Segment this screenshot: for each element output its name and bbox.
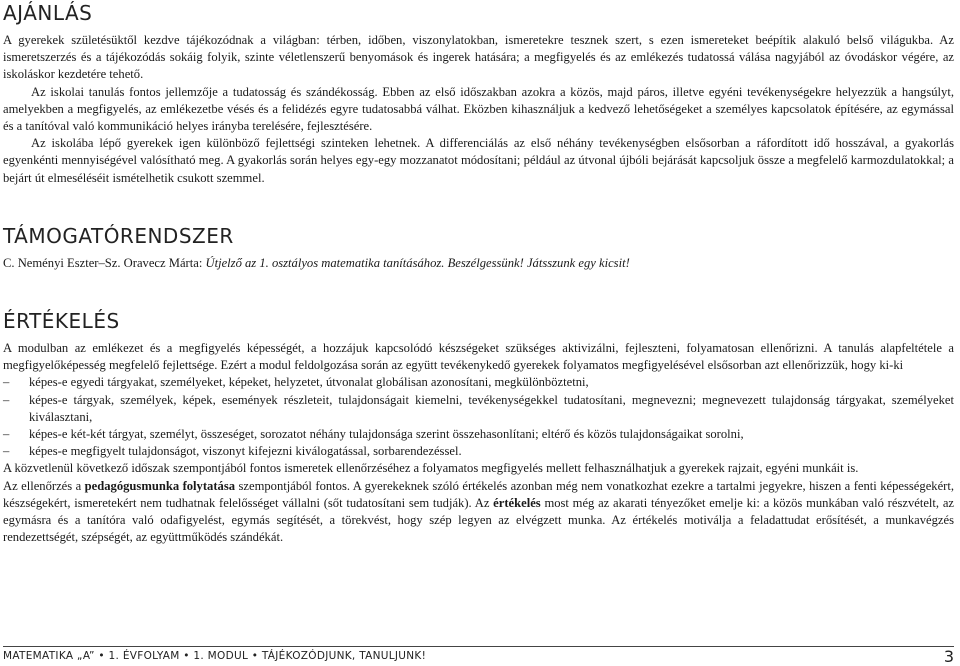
ertekeles-paragraph-2: A közvetlenül következő időszak szempontjából fontos ismeretek ellenőrzéséhez a folyamatos megfigyelés mellett felhasználhatjuk a gyerekek rajzait, egyéni munkáit is.: [3, 461, 859, 476]
ertekeles-paragraph-3: [3, 478, 954, 547]
page-footer: [3, 646, 954, 666]
ertekeles-p3-part-a: Az ellenőrzés a: [3, 478, 85, 493]
reference-title: Útjelző az 1. osztályos matematika tanításához. Beszélgessünk! Játsszunk egy kicsit!: [205, 255, 630, 270]
list-item: – képes-e megfigyelt tulajdonságot, viszonyt kifejezni kiválogatással, sorbarendezéssel.: [3, 443, 954, 460]
ertekeles-p3-part-b: szempontjából fontos. A gyerekeknek szóló értékelés azonban még nem vonatkozhat ezekre a tartalmi jegyekre, hiszen a fenti képességekért, készségekért, ismeretekért nem tudhatnak felelősséget vállalni (sőt tudatosítani sem tudják). Az: [3, 478, 955, 510]
footer-divider: [3, 646, 954, 647]
section-heading-ertekeles: ÉRTÉKELÉS: [3, 309, 120, 334]
section-heading-ajanlas: AJÁNLÁS: [3, 1, 93, 25]
list-item: – képes-e egyedi tárgyakat, személyeket, képeket, helyzetet, útvonalat globálisan azonosítani, megkülönböztetni,: [3, 374, 954, 391]
ertekeles-paragraph-1: A modulban az emlékezet és a megfigyelés képességét, a hozzájuk kapcsolódó készségeket szükséges aktivizálni, fejleszteni, folyamatosan ellenőrizni. A tanulás alapfeltétele a megfigyelőképesség megfelelő fejlettsége. Ezért a modul feldolgozása során az együtt tevékenykedő gyerekek folyamatos megfigyelésével elsősorban azt ellenőrizzük, hogy ki-ki: [3, 341, 954, 373]
ertekeles-p3-bold-pedagogusmunka: pedagógusmunka folytatása: [84, 478, 236, 493]
ertekeles-p3-bold-ertekeles: értékelés: [493, 495, 541, 510]
footer-running-title: MATEMATIKA „A” • 1. ÉVFOLYAM • 1. MODUL • TÁJÉKOZÓDJUNK, TANULJUNK!: [3, 650, 427, 662]
ertekeles-p3-part-c: most még az akarati tényezőket emelje ki: a közös munkában való részvételt, az egymásra és a tanítóra való odafigyelést, egymás segítését, a törekvést, hogy szép legyen az elvégzett munka. Az értékelés motiválja a feladattudat erősítését, a munkavégzés rendezettségét, szépségét, az együttműködés szándékát.: [3, 495, 954, 545]
reference-line: [3, 255, 954, 272]
ajanlas-paragraph-3: Az iskolába lépő gyerekek igen különböző fejlettségi szinteken lehetnek. A differenciálás az első néhány tevékenységben elsősorban a ráfordított idő hosszával, a gyakorlás egyenkénti mennyiségével valósítható meg. A gyakorlás során helyes egy-egy mozzanatot módosítani; például az útvonal újbóli bejárását kapcsoljuk össze a megfelelő karmozdulatokkal; a bejárt út elmeséléséit ismételhetik csukott szemmel.: [3, 136, 954, 185]
ertekeles-criteria-list: [3, 374, 954, 460]
ajanlas-paragraph-1: A gyerekek születésüktől kezdve tájékozódnak a világban: térben, időben, viszonylatokban, ismeretekre tesznek szert, s ezen ismereteket beépítik alakuló belső világukba. Az ismeretszerzés és a tájékozódás sokáig folyik, szinte véletlenszerű benyomások és ingerek hatására; a megfigyelés és az emlékezés tudatossá válása nagyjából az óvodáskor végére, az iskoláskor kezdetére tehető.: [3, 33, 954, 82]
list-item: – képes-e két-két tárgyat, személyt, összeséget, sorozatot néhány tulajdonsága szerint összehasonlítani; eltérő és közös tulajdonságaikat sorolni,: [3, 426, 954, 443]
reference-author: C. Neményi Eszter–Sz. Oravecz Márta:: [3, 255, 206, 270]
page-content: [3, 0, 954, 546]
section-heading-tamogatorendszer: TÁMOGATÓRENDSZER: [3, 223, 234, 248]
page-number: 3: [943, 647, 954, 666]
ajanlas-paragraph-2: Az iskolai tanulás fontos jellemzője a tudatosság és szándékosság. Ebben az első időszakban azokra a közös, majd páros, illetve egyéni tevékenységekre helyezzük a hangsúlyt, amelyekben a megfigyelés, az emlékezetbe vésés és a felidézés egyre tudatosabbá válhat. Eközben kihasználjuk a kedvező lehetőségeket a személyes kapcsolatok építésére, az egymással és a tanítóval való kommunikáció helyes irányba terelésére, fejlesztésére.: [3, 84, 954, 134]
list-item: – képes-e tárgyak, személyek, képek, események részleteit, tulajdonságait kiemelni, tevékenységekkel tudatosítani, megnevezni; megnevezett tulajdonság tárgyakat, személyeket kiválasztani,: [3, 392, 954, 426]
